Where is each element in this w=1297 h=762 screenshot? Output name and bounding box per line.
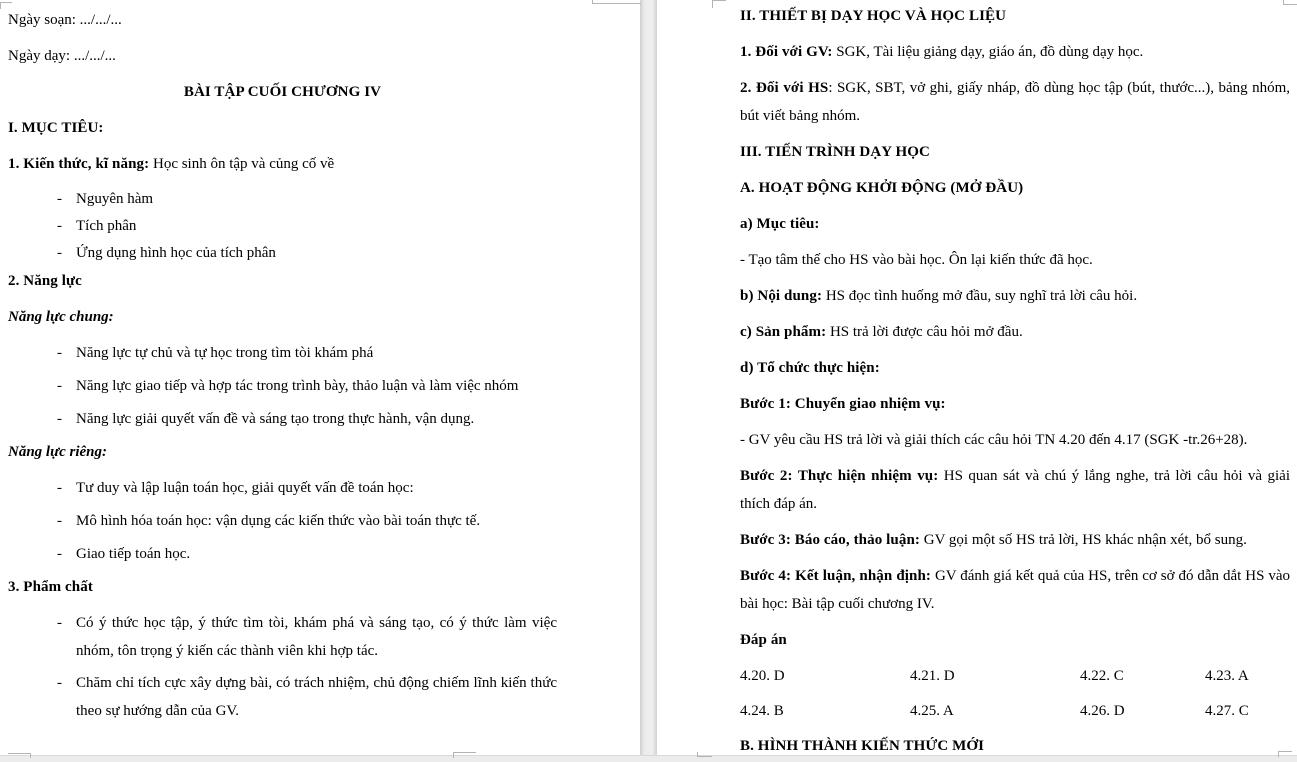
bullet-item — [8, 186, 557, 213]
paragraph-text: HS trả lời được câu hỏi mở đầu. — [826, 324, 1023, 340]
bullet-dash-icon: - — [57, 480, 62, 496]
paragraph-lead-bold: Bước 4: Kết luận, nhận định: — [740, 568, 932, 584]
section-heading: I. MỤC TIÊU: — [8, 120, 104, 136]
bullet-item — [8, 474, 557, 502]
bullet-dash-icon: - — [57, 378, 62, 394]
crop-mark — [712, 0, 726, 1]
bullet-text: Có ý thức học tập, ý thức tìm tòi, khám phá và sáng tạo, có ý thức làm việc nhóm, tôn trọng ý kiến các thành viên khi hợp tác. — [76, 615, 557, 659]
crop-mark — [453, 752, 476, 753]
crop-mark — [0, 2, 1, 9]
paragraph: Ngày soạn: .../.../... — [8, 12, 122, 28]
paragraph — [740, 38, 1290, 66]
bullet-dash-icon: - — [57, 675, 62, 691]
bullet-item — [8, 540, 557, 568]
answer-cell: 4.24. B — [740, 703, 784, 719]
bullet-dash-icon: - — [57, 218, 62, 234]
section-heading: d) Tổ chức thực hiện: — [740, 360, 880, 376]
section-heading: a) Mục tiêu: — [740, 216, 820, 232]
section-heading: B. HÌNH THÀNH KIẾN THỨC MỚI — [740, 738, 985, 754]
answers-row — [740, 697, 1290, 725]
paragraph-text: SGK, Tài liệu giảng dạy, giáo án, đồ dùng dạy học. — [832, 44, 1144, 60]
paragraph — [740, 526, 1290, 554]
paragraph-lead-bold: 1. Kiến thức, kĩ năng: — [8, 156, 150, 172]
bullet-dash-icon: - — [57, 411, 62, 427]
bullet-item — [8, 669, 557, 725]
paragraph-text: HS đọc tình huống mở đầu, suy nghĩ trả lời câu hỏi. — [822, 288, 1138, 304]
bullet-item — [8, 339, 557, 367]
answer-cell: 4.22. C — [1080, 668, 1124, 684]
section-heading: A. HOẠT ĐỘNG KHỞI ĐỘNG (MỞ ĐẦU) — [740, 180, 1024, 196]
bullet-text: Tích phân — [76, 218, 137, 234]
section-heading: II. THIẾT BỊ DẠY HỌC VÀ HỌC LIỆU — [740, 8, 1007, 24]
paragraph: - GV yêu cầu HS trả lời và giải thích các câu hỏi TN 4.20 đến 4.17 (SGK -tr.26+28). — [740, 432, 1248, 448]
paragraph — [740, 462, 1290, 518]
paragraph — [740, 282, 1290, 310]
section-heading: Năng lực chung: — [8, 309, 114, 325]
bullet-item — [8, 240, 557, 267]
section-heading: Bước 1: Chuyển giao nhiệm vụ: — [740, 396, 946, 412]
document-page-right[interactable] — [657, 0, 1297, 756]
bullet-dash-icon: - — [57, 546, 62, 562]
paragraph-lead-bold: Bước 2: Thực hiện nhiệm vụ: — [740, 468, 939, 484]
bullet-text: Năng lực tự chủ và tự học trong tìm tòi khám phá — [76, 345, 374, 361]
answer-cell: 4.21. D — [910, 668, 955, 684]
bullet-text: Giao tiếp toán học. — [76, 546, 191, 562]
document-page-left[interactable] — [0, 0, 640, 756]
bullet-text: Năng lực giải quyết vấn đề và sáng tạo trong thực hành, vận dụng. — [76, 411, 475, 427]
bullet-item — [8, 507, 557, 535]
paragraph-lead-bold: c) Sản phẩm: — [740, 324, 827, 340]
crop-mark — [30, 753, 31, 758]
paragraph: Ngày dạy: .../.../... — [8, 48, 116, 64]
crop-mark — [712, 0, 713, 8]
answers-row — [740, 662, 1290, 690]
paragraph — [740, 318, 1290, 346]
bullet-text: Chăm chỉ tích cực xây dựng bài, có trách nhiệm, chủ động chiếm lĩnh kiến thức theo sự hướng dẫn của GV. — [76, 675, 557, 719]
crop-mark — [8, 753, 30, 754]
paragraph-text: : SGK, SBT, vở ghi, giấy nháp, đồ dùng học tập (bút, thước...), bảng nhóm, bút viết bảng nhóm. — [740, 80, 1290, 124]
paragraph-lead-bold: 1. Đối với GV: — [740, 44, 833, 60]
section-heading: III. TIẾN TRÌNH DẠY HỌC — [740, 144, 930, 160]
bullet-text: Ứng dụng hình học của tích phân — [76, 245, 276, 261]
crop-mark — [1283, 4, 1297, 5]
bullet-text: Tư duy và lập luận toán học, giải quyết vấn đề toán học: — [76, 480, 414, 496]
bullet-item — [8, 609, 557, 665]
section-heading: 3. Phẩm chất — [8, 579, 93, 595]
section-heading: Đáp án — [740, 632, 787, 648]
bullet-dash-icon: - — [57, 615, 62, 631]
paragraph — [740, 74, 1290, 130]
crop-mark — [0, 2, 12, 3]
section-heading: Năng lực riêng: — [8, 444, 107, 460]
paragraph-lead-bold: b) Nội dung: — [740, 288, 823, 304]
crop-mark — [1278, 751, 1279, 757]
bullet-text: Nguyên hàm — [76, 191, 154, 207]
paragraph-text: GV gọi một số HS trả lời, HS khác nhận xét, bổ sung. — [920, 532, 1247, 548]
paragraph-text: GV đánh giá kết quả của HS, trên cơ sở đó dẫn dắt HS vào bài học: Bài tập cuối chương IV. — [740, 568, 1290, 612]
answer-cell: 4.27. C — [1205, 703, 1249, 719]
bullet-dash-icon: - — [57, 345, 62, 361]
crop-mark — [697, 756, 712, 757]
paragraph — [740, 562, 1290, 618]
bullet-dash-icon: - — [57, 513, 62, 529]
paragraph-text: HS quan sát và chú ý lắng nghe, trả lời câu hỏi và giải thích đáp án. — [740, 468, 1290, 512]
bullet-item — [8, 372, 557, 400]
paragraph-lead-bold: 2. Đối với HS — [740, 80, 829, 96]
crop-mark — [1283, 0, 1284, 5]
paragraph: - Tạo tâm thế cho HS vào bài học. Ôn lại kiến thức đã học. — [740, 252, 1093, 268]
bullet-dash-icon: - — [57, 245, 62, 261]
crop-mark — [453, 752, 454, 758]
paragraph — [8, 150, 557, 178]
answer-cell: 4.23. A — [1205, 668, 1249, 684]
bullet-dash-icon: - — [57, 191, 62, 207]
bullet-item — [8, 405, 557, 433]
paragraph-lead-bold: Bước 3: Báo cáo, thảo luận: — [740, 532, 921, 548]
crop-mark — [592, 3, 641, 4]
answer-cell: 4.26. D — [1080, 703, 1125, 719]
bullet-text: Mô hình hóa toán học: vận dụng các kiến thức vào bài toán thực tế. — [76, 513, 481, 529]
bullet-item — [8, 213, 557, 240]
answer-cell: 4.25. A — [910, 703, 954, 719]
paragraph-text: Học sinh ôn tập và củng cố về — [149, 156, 335, 172]
bullet-text: Năng lực giao tiếp và hợp tác trong trình bày, thảo luận và làm việc nhóm — [76, 378, 519, 394]
workspace-bottom-strip — [0, 755, 1297, 762]
section-heading: 2. Năng lực — [8, 273, 82, 289]
answer-cell: 4.20. D — [740, 668, 785, 684]
crop-mark — [1278, 751, 1292, 752]
page-gap — [640, 0, 657, 756]
document-title: BÀI TẬP CUỐI CHƯƠNG IV — [183, 84, 382, 100]
